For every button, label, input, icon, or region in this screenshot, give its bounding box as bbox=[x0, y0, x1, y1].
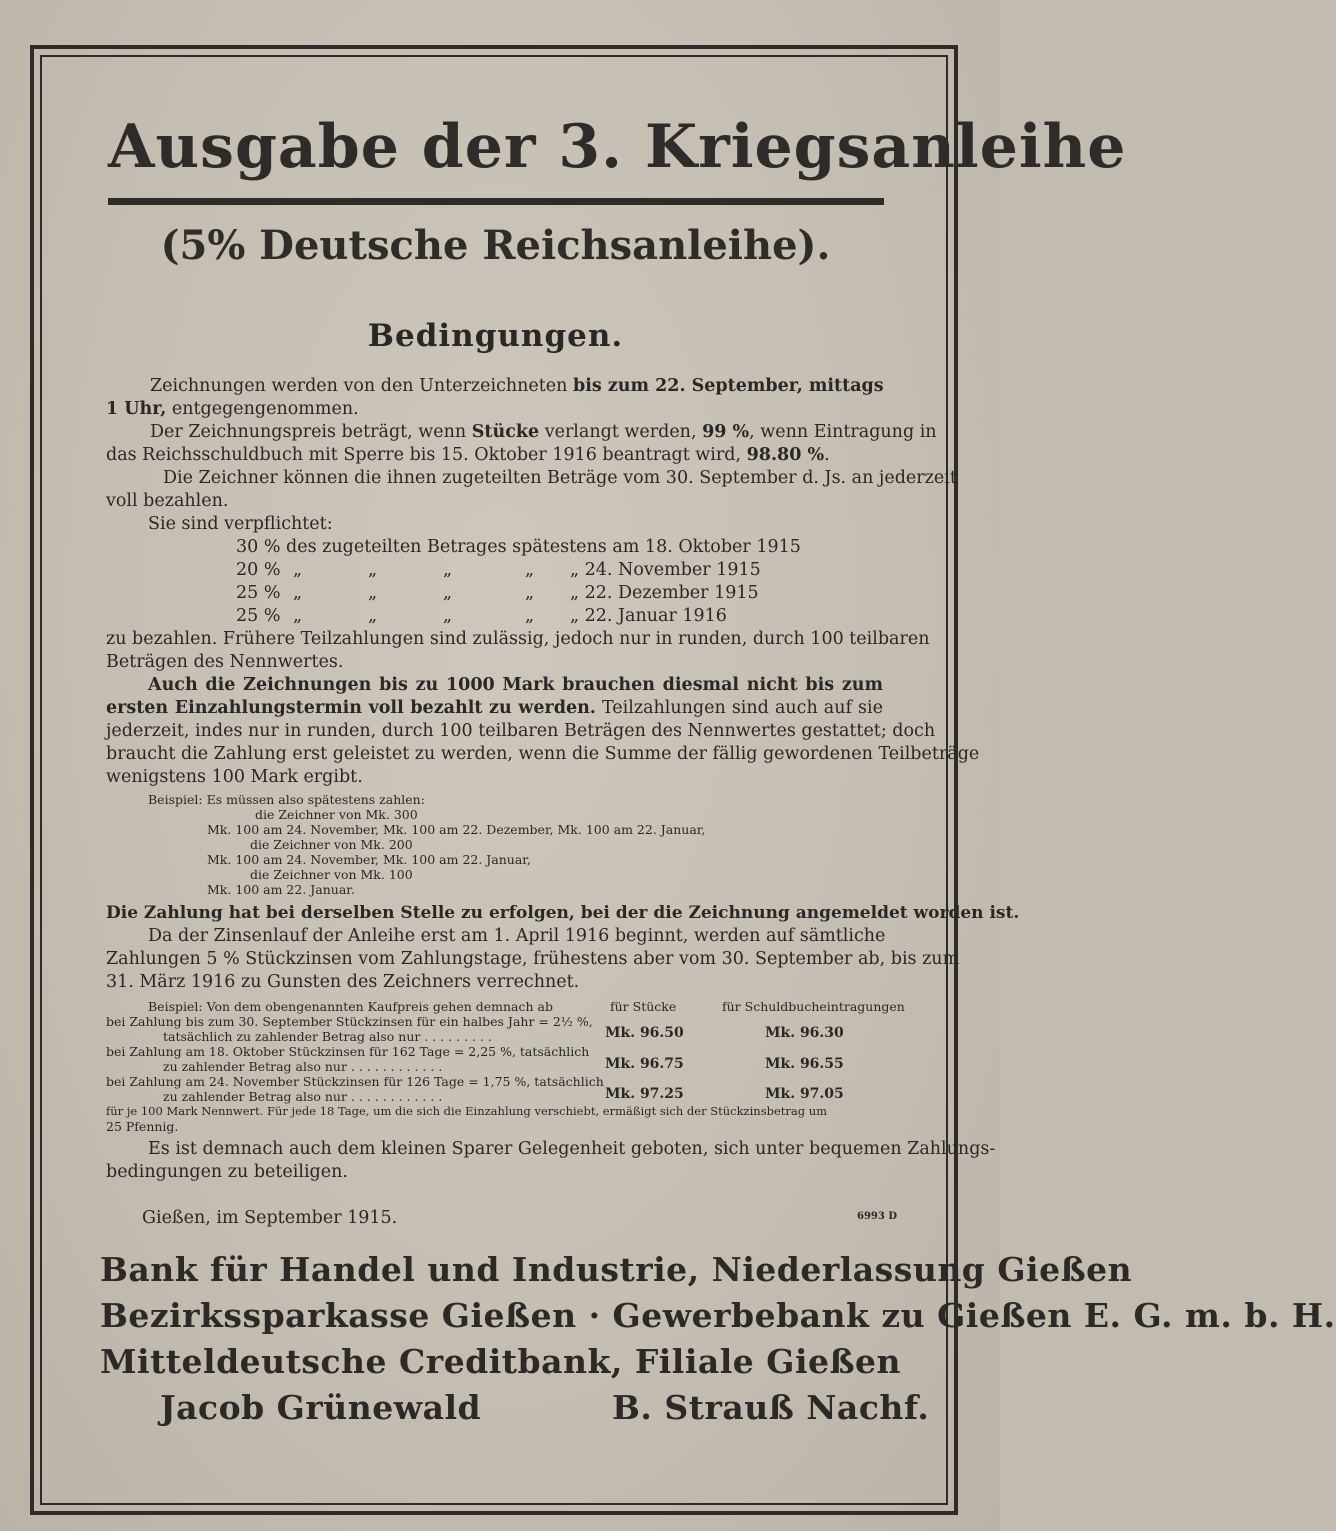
p8-line2: bedingungen zu beteiligen. bbox=[106, 1162, 348, 1182]
poster-title: Ausgabe der 3. Kriegsanleihe bbox=[108, 112, 1127, 182]
ditto-mark: „ bbox=[525, 583, 535, 603]
schedule-row-3 bbox=[236, 582, 280, 605]
example1-l4: die Zeichner von Mk. 200 bbox=[250, 837, 413, 852]
title-underline bbox=[108, 198, 884, 205]
ditto-mark: „ bbox=[368, 583, 378, 603]
ditto-mark: „ bbox=[368, 560, 378, 580]
example1-l5: Mk. 100 am 24. November, Mk. 100 am 22. Januar, bbox=[207, 852, 531, 867]
ditto-mark: „ bbox=[443, 560, 453, 580]
conditions-heading: Bedingungen. bbox=[367, 318, 624, 354]
example2-r1-stuecke: Mk. 96.50 bbox=[605, 1025, 684, 1041]
p1-time: 1 Uhr, bbox=[106, 399, 167, 419]
p7-line3: 31. März 1916 zu Gunsten des Zeichners verrechnet. bbox=[106, 972, 580, 992]
p2-text-e: , wenn Eintragung in bbox=[749, 422, 937, 442]
p5-line1: Auch die Zeichnungen bis zu 1000 Mark brauchen diesmal nicht bis zum bbox=[148, 675, 883, 695]
example1-l7: Mk. 100 am 22. Januar. bbox=[207, 882, 355, 897]
example2-intro: Beispiel: Von dem obengenannten Kaufpreis gehen demnach ab bbox=[148, 999, 553, 1014]
example1-l3: Mk. 100 am 24. November, Mk. 100 am 22. Dezember, Mk. 100 am 22. Januar, bbox=[207, 822, 706, 837]
p3-line1: Die Zeichner können die ihnen zugeteilten Beträge vom 30. September d. Js. an jederzeit bbox=[163, 468, 957, 488]
p1-deadline: bis zum 22. September, mittags bbox=[573, 376, 884, 396]
schedule-text: des zugeteilten Betrages spätestens am 18. Oktober 1915 bbox=[286, 537, 801, 557]
print-code: 6993 D bbox=[857, 1211, 897, 1222]
example1-l1: Beispiel: Es müssen also spätestens zahlen: bbox=[148, 792, 425, 807]
example1-l6: die Zeichner von Mk. 100 bbox=[250, 867, 413, 882]
p2-price-stuecke: 99 % bbox=[702, 422, 750, 442]
poster-subtitle: (5% Deutsche Reichsanleihe). bbox=[160, 222, 831, 269]
p2-line2 bbox=[106, 444, 830, 467]
example2-r2b: zu zahlender Betrag also nur . . . . . . . . . . . . bbox=[163, 1059, 443, 1074]
example2-r3-stuecke: Mk. 97.25 bbox=[605, 1086, 684, 1102]
example2-col-schuldbuch: für Schuldbucheintragungen bbox=[722, 999, 905, 1014]
p8-line1: Es ist demnach auch dem kleinen Sparer Gelegenheit geboten, sich unter bequemen Zahlungs- bbox=[148, 1139, 996, 1159]
bank-2: Bezirkssparkasse Gießen · Gewerbebank zu Gießen E. G. m. b. H. bbox=[100, 1296, 1336, 1335]
example2-r3-schuldbuch: Mk. 97.05 bbox=[765, 1086, 844, 1102]
p2-text-c: verlangt werden, bbox=[539, 422, 703, 442]
ditto-mark: „ bbox=[443, 606, 453, 626]
p5-line5: wenigstens 100 Mark ergibt. bbox=[106, 767, 363, 787]
p2-text-g: . bbox=[824, 445, 830, 465]
p2-stuecke: Stücke bbox=[471, 422, 540, 442]
schedule-pct: 25 % bbox=[236, 606, 281, 626]
example2-r2a: bei Zahlung am 18. Oktober Stückzinsen für 162 Tage = 2,25 %, tatsächlich bbox=[106, 1044, 590, 1059]
p5-text: Teilzahlungen sind auch auf sie bbox=[595, 698, 883, 718]
example2-foot2: 25 Pfennig. bbox=[106, 1119, 179, 1134]
schedule-row-2 bbox=[236, 559, 280, 582]
example2-col-stuecke: für Stücke bbox=[610, 999, 677, 1014]
schedule-row-4 bbox=[236, 605, 280, 628]
example2-r2-stuecke: Mk. 96.75 bbox=[605, 1056, 684, 1072]
p2-text-a: Der Zeichnungspreis beträgt, wenn bbox=[150, 422, 472, 442]
schedule-date: „ 22. Dezember 1915 bbox=[570, 583, 759, 603]
schedule-pct: 30 % bbox=[236, 537, 281, 557]
schedule-pct: 25 % bbox=[236, 583, 281, 603]
p5-line3: jederzeit, indes nur in runden, durch 100 teilbaren Beträgen des Nennwertes gestattet; doch bbox=[106, 721, 936, 741]
example2-r1-schuldbuch: Mk. 96.30 bbox=[765, 1025, 844, 1041]
example2-foot1: für je 100 Mark Nennwert. Für jede 18 Tage, um die sich die Einzahlung verschiebt, ermäßigt sich der Stückzinsbetrag um bbox=[106, 1104, 828, 1118]
p2-price-schuldbuch: 98.80 % bbox=[746, 445, 825, 465]
bank-3: Mitteldeutsche Creditbank, Filiale Gießen bbox=[100, 1342, 902, 1381]
p7-line1: Da der Zinsenlauf der Anleihe erst am 1. April 1916 beginnt, werden auf sämtliche bbox=[148, 926, 886, 946]
bank-4: Jacob Grünewald bbox=[160, 1388, 482, 1427]
schedule-date: „ 22. Januar 1916 bbox=[570, 606, 727, 626]
bank-5: B. Strauß Nachf. bbox=[612, 1388, 930, 1427]
p3-line3: Sie sind verpflichtet: bbox=[148, 514, 333, 534]
p5-line2 bbox=[106, 697, 883, 720]
place-date: Gießen, im September 1915. bbox=[142, 1208, 398, 1228]
example2-r1a: bei Zahlung bis zum 30. September Stückzinsen für ein halbes Jahr = 2½ %, bbox=[106, 1014, 593, 1029]
ditto-mark: „ bbox=[293, 560, 303, 580]
example2-r1b: tatsächlich zu zahlender Betrag also nur . . . . . . . . . bbox=[163, 1029, 492, 1044]
p4-line2: Beträgen des Nennwertes. bbox=[106, 652, 344, 672]
p1-text-2: entgegengenommen. bbox=[166, 399, 359, 419]
schedule-date: „ 24. November 1915 bbox=[570, 560, 761, 580]
ditto-mark: „ bbox=[443, 583, 453, 603]
p1-text: Zeichnungen werden von den Unterzeichneten bbox=[150, 376, 573, 396]
example2-r3b: zu zahlender Betrag also nur . . . . . . . . . . . . bbox=[163, 1089, 443, 1104]
ditto-mark: „ bbox=[293, 583, 303, 603]
p1-line1 bbox=[150, 375, 883, 398]
schedule-pct: 20 % bbox=[236, 560, 281, 580]
ditto-mark: „ bbox=[525, 560, 535, 580]
bank-1: Bank für Handel und Industrie, Niederlassung Gießen bbox=[100, 1250, 1133, 1289]
example1-l2: die Zeichner von Mk. 300 bbox=[255, 807, 418, 822]
p1-line2 bbox=[106, 398, 359, 421]
p7-line2: Zahlungen 5 % Stückzinsen vom Zahlungstage, frühestens aber vom 30. September ab, bis zum bbox=[106, 949, 960, 969]
p2-line1 bbox=[150, 421, 937, 444]
example2-r2-schuldbuch: Mk. 96.55 bbox=[765, 1056, 844, 1072]
ditto-mark: „ bbox=[368, 606, 378, 626]
schedule-row-1 bbox=[236, 536, 801, 559]
p5-bold: ersten Einzahlungstermin voll bezahlt zu werden. bbox=[106, 698, 596, 718]
p4-line1: zu bezahlen. Frühere Teilzahlungen sind zulässig, jedoch nur in runden, durch 100 teilbaren bbox=[106, 629, 930, 649]
example2-r3a: bei Zahlung am 24. November Stückzinsen für 126 Tage = 1,75 %, tatsächlich bbox=[106, 1074, 604, 1089]
p6-line: Die Zahlung hat bei derselben Stelle zu erfolgen, bei der die Zeichnung angemeldet worden ist. bbox=[106, 903, 1020, 923]
p5-line4: braucht die Zahlung erst geleistet zu werden, wenn die Summe der fällig gewordenen Teilbeträge bbox=[106, 744, 980, 764]
ditto-mark: „ bbox=[293, 606, 303, 626]
p3-line2: voll bezahlen. bbox=[106, 491, 229, 511]
ditto-mark: „ bbox=[525, 606, 535, 626]
p2-text-f: das Reichsschuldbuch mit Sperre bis 15. Oktober 1916 beantragt wird, bbox=[106, 445, 747, 465]
